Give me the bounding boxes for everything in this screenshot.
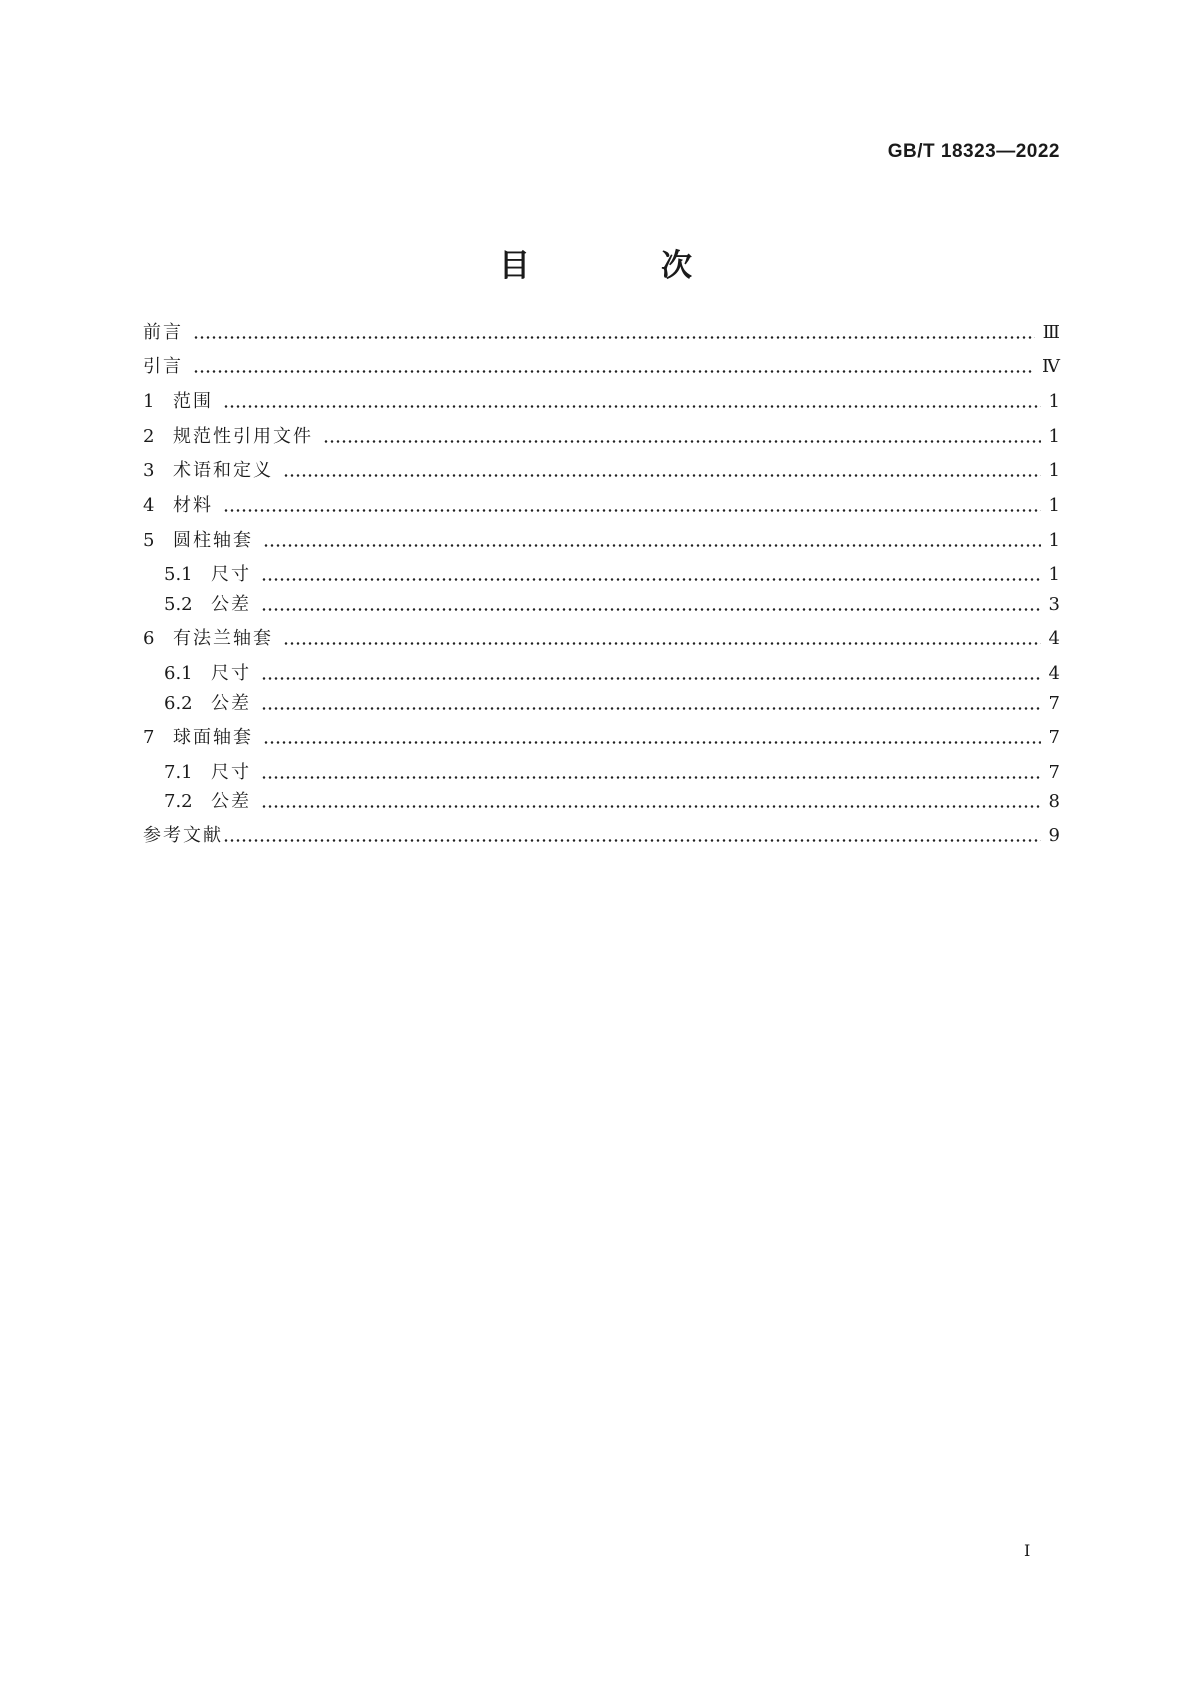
- toc-entry-foreword[interactable]: [143, 320, 1060, 346]
- leader-dots: [283, 642, 1041, 645]
- leader-dots: [261, 578, 1041, 581]
- toc-label: 圆柱轴套: [173, 530, 253, 551]
- leader-dots: [193, 370, 1034, 373]
- toc-page: 1: [1048, 460, 1060, 481]
- page-title: 目 次: [499, 248, 742, 284]
- toc-page: 1: [1048, 530, 1060, 551]
- toc-number: 4: [143, 495, 155, 516]
- toc-entry-bibliography[interactable]: [143, 823, 1060, 849]
- toc-number: 7.2: [164, 791, 193, 812]
- toc-number: 5: [143, 530, 155, 551]
- leader-dots: [193, 336, 1035, 339]
- leader-dots: [223, 839, 1041, 842]
- toc-label: 公差: [211, 693, 251, 714]
- leader-dots: [261, 608, 1041, 611]
- toc-label: 材料: [173, 495, 213, 516]
- toc-page: 1: [1048, 391, 1060, 412]
- leader-dots: [263, 544, 1041, 547]
- toc-page: 1: [1048, 495, 1060, 516]
- leader-dots: [223, 405, 1041, 408]
- toc-label: 前言: [143, 322, 183, 343]
- toc-label: 尺寸: [211, 762, 251, 783]
- toc-entry-6-1[interactable]: [164, 661, 1060, 687]
- toc-page: 4: [1048, 628, 1060, 649]
- leader-dots: [283, 474, 1041, 477]
- toc-number: 7.1: [164, 762, 193, 783]
- toc-number: 6.2: [164, 693, 193, 714]
- leader-dots: [263, 741, 1041, 744]
- toc-label: 公差: [211, 791, 251, 812]
- toc-entry-5-2[interactable]: [164, 592, 1060, 618]
- leader-dots: [261, 677, 1041, 680]
- leader-dots: [261, 776, 1041, 779]
- toc-label: 公差: [211, 594, 251, 615]
- leader-dots: [261, 805, 1041, 808]
- toc-page: 8: [1048, 791, 1060, 812]
- toc-label: 尺寸: [211, 564, 251, 585]
- toc-entry-introduction[interactable]: [143, 354, 1060, 380]
- toc-label: 规范性引用文件: [173, 426, 313, 447]
- leader-dots: [261, 707, 1041, 710]
- toc-number: 1: [143, 391, 155, 412]
- toc-page: 9: [1048, 825, 1060, 846]
- leader-dots: [323, 440, 1041, 443]
- page-number: I: [1024, 1541, 1031, 1560]
- toc-page: Ⅳ: [1042, 356, 1060, 377]
- toc-entry-1[interactable]: [143, 389, 1060, 415]
- toc-page: 7: [1048, 727, 1060, 748]
- toc-number: 6: [143, 628, 155, 649]
- toc-page: 1: [1048, 426, 1060, 447]
- toc-page: Ⅲ: [1042, 322, 1060, 343]
- toc-page: 4: [1048, 663, 1060, 684]
- toc-label: 术语和定义: [173, 460, 273, 481]
- toc-page: 7: [1048, 693, 1060, 714]
- standard-code: GB/T 18323—2022: [887, 141, 1060, 162]
- toc-page: 3: [1048, 594, 1060, 615]
- toc-label: 尺寸: [211, 663, 251, 684]
- toc-label: 引言: [143, 356, 183, 377]
- toc-entry-7[interactable]: [143, 725, 1060, 751]
- toc-number: 6.1: [164, 663, 193, 684]
- toc-number: 2: [143, 426, 155, 447]
- toc-entry-5-1[interactable]: [164, 562, 1060, 588]
- toc-entry-7-2[interactable]: [164, 789, 1060, 815]
- toc-entry-3[interactable]: [143, 458, 1060, 484]
- toc-entry-6[interactable]: [143, 626, 1060, 652]
- toc-number: 3: [143, 460, 155, 481]
- toc-entry-5[interactable]: [143, 528, 1060, 554]
- toc-number: 5.2: [164, 594, 193, 615]
- toc-entry-7-1[interactable]: [164, 760, 1060, 786]
- toc-number: 5.1: [164, 564, 193, 585]
- toc-number: 7: [143, 727, 155, 748]
- toc-label: 参考文献: [143, 825, 223, 846]
- toc-page: 7: [1048, 762, 1060, 783]
- leader-dots: [223, 509, 1041, 512]
- toc-label: 范围: [173, 391, 213, 412]
- toc-page: 1: [1048, 564, 1060, 585]
- toc-label: 有法兰轴套: [173, 628, 273, 649]
- toc-label: 球面轴套: [173, 727, 253, 748]
- toc-entry-2[interactable]: [143, 424, 1060, 450]
- toc-entry-4[interactable]: [143, 493, 1060, 519]
- toc-entry-6-2[interactable]: [164, 691, 1060, 717]
